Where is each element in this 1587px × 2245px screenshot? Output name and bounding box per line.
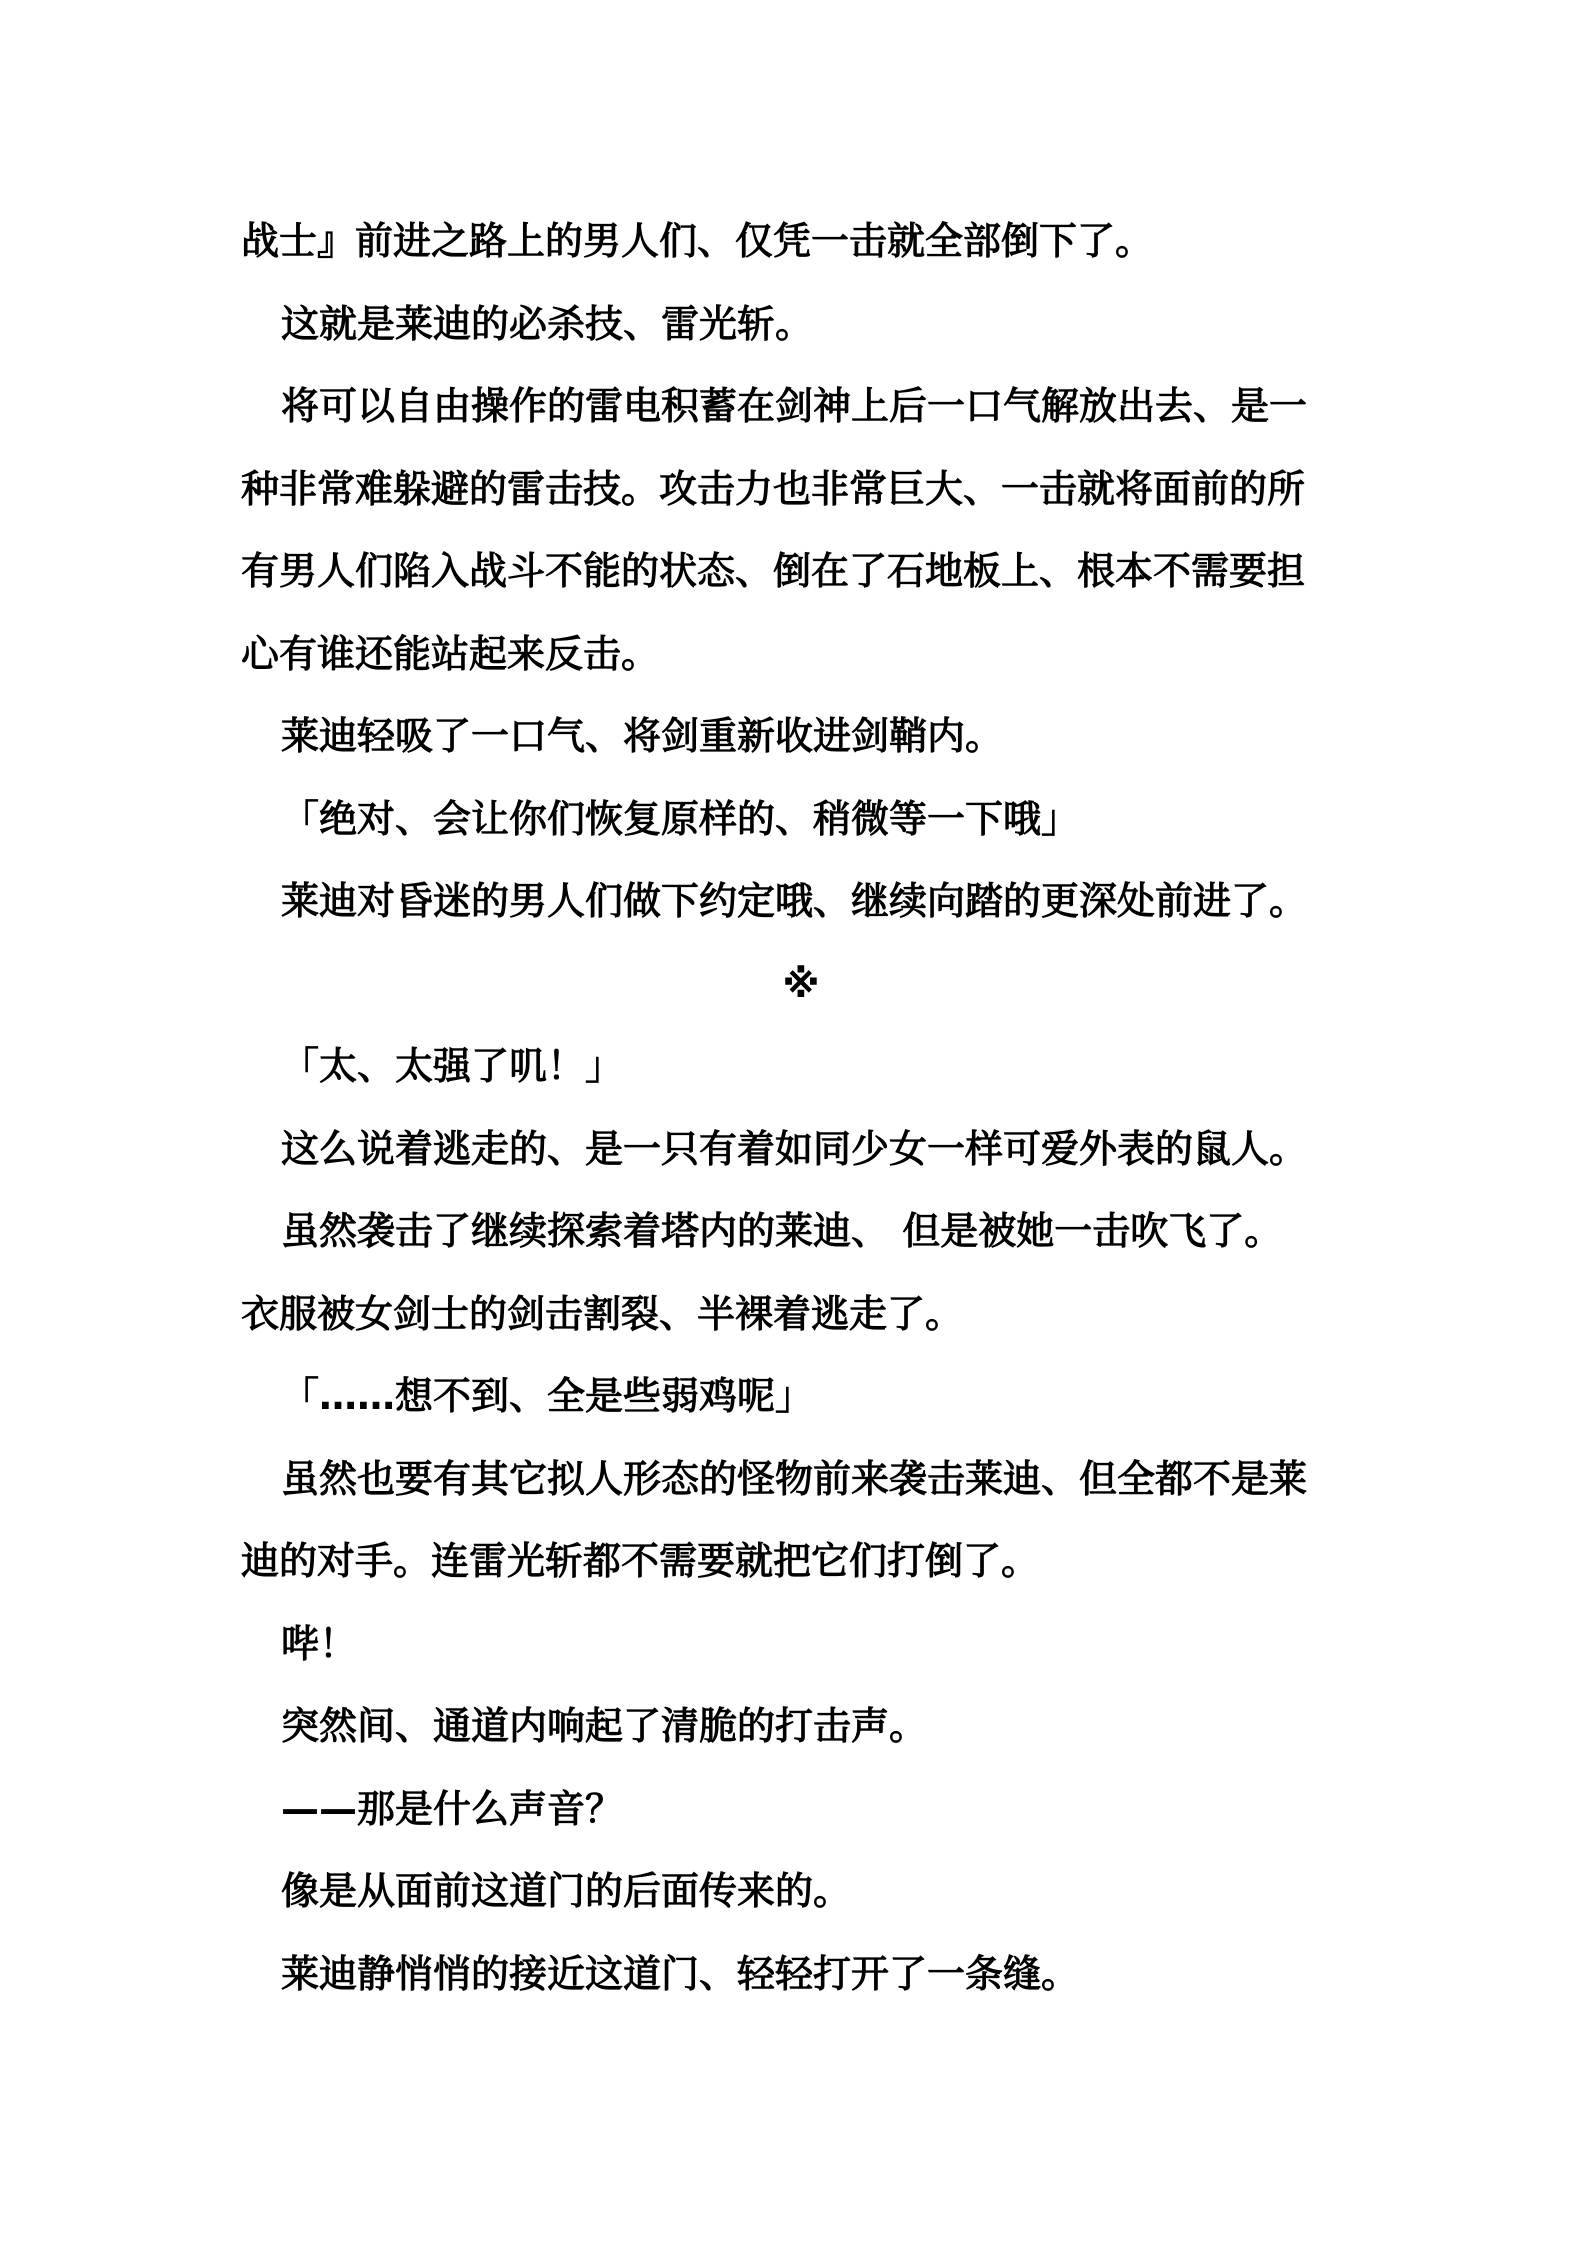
text-line-5: 有男人们陷入战斗不能的状态、倒在了石地板上、根本不需要担	[241, 549, 1306, 593]
text-line-20: ——那是什么声音？	[281, 1786, 624, 1831]
text-line-8: 「绝对、会让你们恢复原样的、稍微等一下哦」	[281, 796, 1080, 841]
text-line-4: 种非常难躲避的雷击技。攻击力也非常巨大、一击就将面前的所	[241, 466, 1306, 511]
body-text	[241, 200, 1361, 2015]
text-line-18: 哔！	[281, 1621, 358, 1666]
text-line-17: 迪的对手。连雷光斩都不需要就把它们打倒了。	[241, 1539, 1040, 1583]
section-separator: ※	[782, 961, 820, 1006]
text-line-22: 莱迪静悄悄的接近这道门、轻轻打开了一条缝。	[281, 1951, 1080, 1996]
text-line-11: 「太、太强了叽！」	[281, 1044, 624, 1088]
text-line-16: 虽然也要有其它拟人形态的怪物前来袭击莱迪、但全都不是莱	[281, 1456, 1308, 1501]
text-line-2: 这就是莱迪的必杀技、雷光斩。	[281, 301, 814, 346]
text-line-12: 这么说着逃走的、是一只有着如同少女一样可爱外表的鼠人。	[281, 1126, 1308, 1171]
text-line-14: 衣服被女剑士的剑击割裂、半裸着逃走了。	[241, 1291, 964, 1336]
text-line-21: 像是从面前这道门的后面传来的。	[281, 1869, 852, 1913]
text-line-7: 莱迪轻吸了一口气、将剑重新收进剑鞘内。	[281, 714, 1004, 758]
text-line-19: 突然间、通道内响起了清脆的打击声。	[281, 1704, 928, 1748]
text-line-15: 「……想不到、全是些弱鸡呢」	[281, 1374, 814, 1418]
text-line-13: 虽然袭击了继续探索着塔内的莱迪、 但是被她一击吹飞了。	[281, 1209, 1283, 1253]
text-line-3: 将可以自由操作的雷电积蓄在剑神上后一口气解放出去、是一	[281, 384, 1308, 428]
text-line-1: 战士』前进之路上的男人们、仅凭一击就全部倒下了。	[241, 219, 1154, 263]
text-line-9: 莱迪对昏迷的男人们做下约定哦、继续向踏的更深处前进了。	[281, 879, 1308, 923]
text-line-6: 心有谁还能站起来反击。	[241, 631, 660, 676]
